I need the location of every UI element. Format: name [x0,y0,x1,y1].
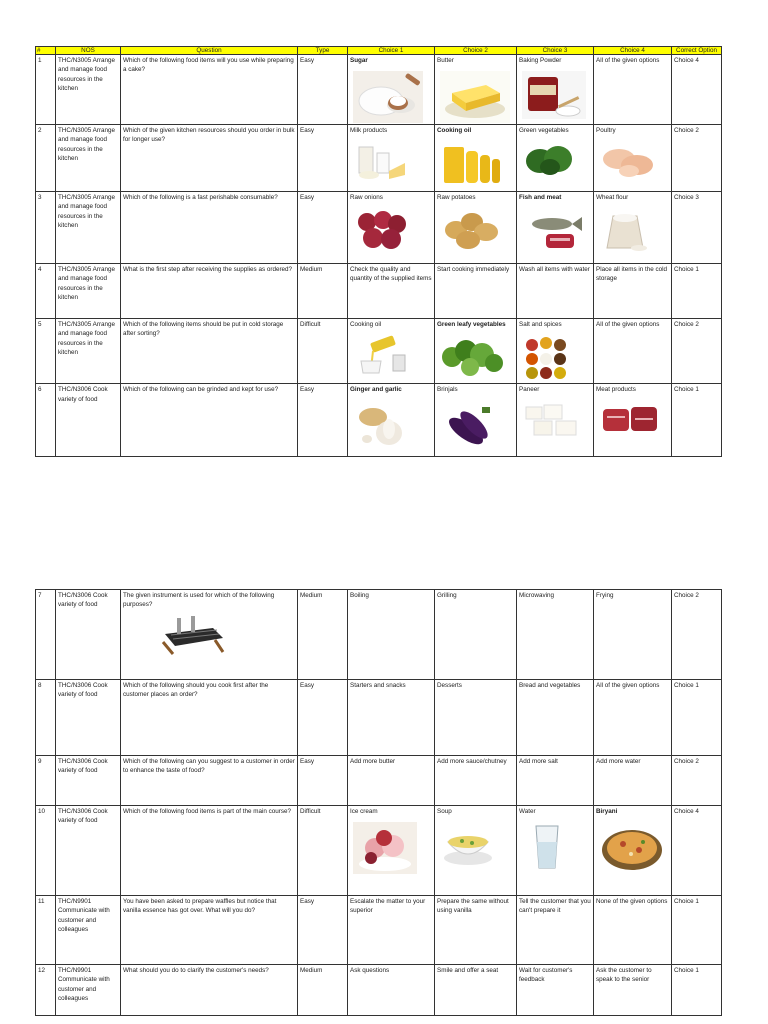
row-choice-3 [517,384,594,457]
row-num: 9 [36,756,56,806]
header-correct: Correct Option [672,47,722,55]
question-table-part-2 [35,589,722,1016]
grill-instrument-image [157,614,227,660]
table-row [36,192,722,264]
ginger-garlic-image [353,401,413,449]
row-choice-2 [435,319,517,384]
raw-potatoes-image [440,208,502,252]
row-choice-3: Add more salt [517,756,594,806]
cooking-oil-pour-image [353,335,413,375]
header-row [36,47,722,55]
row-choice-1: Check the quality and quantity of the supplied items [348,264,435,319]
choice-text: Sugar [350,57,368,64]
baking-powder-image [522,71,586,119]
row-choice-3: Wait for customer's feedback [517,965,594,1016]
row-correct: Choice 1 [672,264,722,319]
choice-text: Meat products [596,386,636,394]
table-row [36,55,722,125]
row-type: Easy [298,125,348,192]
row-num: 2 [36,125,56,192]
row-choice-4: All of the given options [594,319,672,384]
row-choice-3 [517,319,594,384]
row-choice-2 [435,806,517,896]
row-choice-4: Frying [594,590,672,680]
choice-text: Poultry [596,127,616,134]
sugar-image [353,71,423,123]
row-choice-2: Smile and offer a seat [435,965,517,1016]
row-question: Which of the following can be grinded and kept for use? [121,384,298,457]
paneer-image [522,401,584,441]
row-choice-3 [517,55,594,125]
row-choice-2: Desserts [435,680,517,756]
row-question: Which of the following should you cook first after the customer places an order? [121,680,298,756]
header-choice-1: Choice 1 [348,47,435,55]
table-row [36,264,722,319]
row-nos: THC/N3005 Arrange and manage food resources in the kitchen [56,264,121,319]
row-choice-4 [594,125,672,192]
row-choice-1: Starters and snacks [348,680,435,756]
row-choice-4: All of the given options [594,680,672,756]
row-correct: Choice 4 [672,55,722,125]
row-type: Easy [298,384,348,457]
row-type: Difficult [298,319,348,384]
row-choice-2: Prepare the same without using vanilla [435,896,517,965]
row-choice-1 [348,55,435,125]
header-num: # [36,47,56,55]
row-choice-2 [435,55,517,125]
row-choice-4: None of the given options [594,896,672,965]
row-nos: THC/N9901 Communicate with customer and colleagues [56,896,121,965]
choice-text: Soup [437,808,452,815]
header-nos: NOS [56,47,121,55]
row-choice-3: Tell the customer that you can't prepare it [517,896,594,965]
row-choice-1: Ask questions [348,965,435,1016]
row-nos: THC/N3005 Arrange and manage food resources in the kitchen [56,192,121,264]
choice-text: Cooking oil [350,321,382,328]
salt-and-spices-image [522,335,570,383]
table-row [36,806,722,896]
row-nos: THC/N3005 Arrange and manage food resources in the kitchen [56,55,121,125]
row-type: Easy [298,680,348,756]
table-row [36,384,722,457]
row-question [121,590,298,680]
row-question: What should you do to clarify the customer's needs? [121,965,298,1016]
row-type: Easy [298,192,348,264]
choice-text: Brinjals [437,386,458,394]
poultry-image [599,141,657,181]
row-type: Medium [298,264,348,319]
row-choice-1 [348,319,435,384]
table-row [36,896,722,965]
row-choice-3: Bread and vegetables [517,680,594,756]
table-row [36,756,722,806]
row-question: You have been asked to prepare waffles but notice that vanilla essence has got over. What will you do? [121,896,298,965]
green-vegetables-image [522,141,580,179]
choice-text: Paneer [519,386,540,394]
row-nos: THC/N3005 Arrange and manage food resources in the kitchen [56,125,121,192]
row-question: Which of the following food items will you use while preparing a cake? [121,55,298,125]
header-type: Type [298,47,348,55]
choice-text: Water [519,808,536,815]
row-choice-4: Ask the customer to speak to the senior [594,965,672,1016]
row-choice-3: Microwaving [517,590,594,680]
milk-products-image [353,141,409,181]
row-nos: THC/N3006 Cook variety of food [56,680,121,756]
table-row [36,125,722,192]
choice-text: Cooking oil [437,127,472,134]
question-text: The given instrument is used for which of the following purposes? [123,592,275,609]
row-choice-3 [517,806,594,896]
row-choice-4 [594,192,672,264]
choice-text: Green vegetables [519,127,569,134]
row-question: Which of the given kitchen resources should you order in bulk for longer use? [121,125,298,192]
row-choice-4: All of the given options [594,55,672,125]
row-choice-3 [517,125,594,192]
row-choice-3: Wash all items with water [517,264,594,319]
row-num: 3 [36,192,56,264]
row-correct: Choice 1 [672,965,722,1016]
row-nos: THC/N3006 Cook variety of food [56,756,121,806]
cooking-oil-image [440,141,504,185]
row-choice-1: Add more butter [348,756,435,806]
green-leafy-vegetables-image [440,335,504,377]
question-table-part-1 [35,46,722,457]
row-type: Easy [298,896,348,965]
row-num: 1 [36,55,56,125]
row-choice-1 [348,125,435,192]
choice-text: Butter [437,57,454,64]
row-type: Difficult [298,806,348,896]
header-question: Question [121,47,298,55]
row-nos: THC/N3005 Arrange and manage food resources in the kitchen [56,319,121,384]
row-nos: THC/N3006 Cook variety of food [56,806,121,896]
header-choice-4: Choice 4 [594,47,672,55]
fish-and-meat-image [522,208,584,252]
row-question: Which of the following food items is part of the main course? [121,806,298,896]
row-question: Which of the following is a fast perishable consumable? [121,192,298,264]
row-correct: Choice 1 [672,384,722,457]
choice-text: Milk products [350,127,388,134]
raw-onions-image [353,208,409,252]
butter-image [440,71,510,123]
row-choice-4: Place all items in the cold storage [594,264,672,319]
row-choice-2 [435,384,517,457]
water-glass-image [522,822,572,872]
row-choice-4 [594,384,672,457]
row-choice-4: Add more water [594,756,672,806]
row-choice-2 [435,192,517,264]
row-question: Which of the following can you suggest to a customer in order to enhance the taste of food? [121,756,298,806]
row-correct: Choice 2 [672,125,722,192]
row-correct: Choice 4 [672,806,722,896]
row-correct: Choice 1 [672,680,722,756]
row-choice-1: Boiling [348,590,435,680]
row-correct: Choice 2 [672,590,722,680]
row-num: 12 [36,965,56,1016]
choice-text: Baking Powder [519,57,562,64]
row-choice-1: Escalate the matter to your superior [348,896,435,965]
meat-products-image [599,401,661,439]
choice-text: Green leafy vegetables [437,321,506,328]
row-question: Which of the following items should be put in cold storage after sorting? [121,319,298,384]
header-choice-3: Choice 3 [517,47,594,55]
row-nos: THC/N9901 Communicate with customer and colleagues [56,965,121,1016]
ice-cream-image [353,822,417,874]
choice-text: Raw potatoes [437,194,476,201]
row-choice-1 [348,384,435,457]
table-row [36,319,722,384]
row-num: 8 [36,680,56,756]
row-choice-2 [435,125,517,192]
row-type: Medium [298,965,348,1016]
choice-text: Wheat flour [596,194,629,201]
soup-image [440,822,496,868]
row-correct: Choice 3 [672,192,722,264]
choice-text: Ginger and garlic [350,386,402,394]
row-choice-2: Add more sauce/chutney [435,756,517,806]
table-row [36,965,722,1016]
row-choice-1 [348,192,435,264]
row-type: Easy [298,55,348,125]
row-choice-4 [594,806,672,896]
row-choice-2: Grilling [435,590,517,680]
table-row [36,590,722,680]
row-type: Medium [298,590,348,680]
row-correct: Choice 2 [672,319,722,384]
brinjal-image [440,401,496,451]
row-num: 7 [36,590,56,680]
row-num: 10 [36,806,56,896]
row-num: 6 [36,384,56,457]
row-correct: Choice 1 [672,896,722,965]
row-question: What is the first step after receiving the supplies as ordered? [121,264,298,319]
choice-text: Raw onions [350,194,383,201]
biryani-image [599,822,665,874]
row-num: 4 [36,264,56,319]
row-nos: THC/N3006 Cook variety of food [56,590,121,680]
wheat-flour-image [599,208,651,254]
choice-text: Ice cream [350,808,378,815]
row-num: 5 [36,319,56,384]
table-row [36,680,722,756]
choice-text: Salt and spices [519,321,562,328]
header-choice-2: Choice 2 [435,47,517,55]
row-choice-1 [348,806,435,896]
choice-text: Biryani [596,808,618,815]
row-num: 11 [36,896,56,965]
row-nos: THC/N3006 Cook variety of food [56,384,121,457]
choice-text: Fish and meat [519,194,562,201]
row-choice-2: Start cooking immediately [435,264,517,319]
row-correct: Choice 2 [672,756,722,806]
row-type: Easy [298,756,348,806]
row-choice-3 [517,192,594,264]
